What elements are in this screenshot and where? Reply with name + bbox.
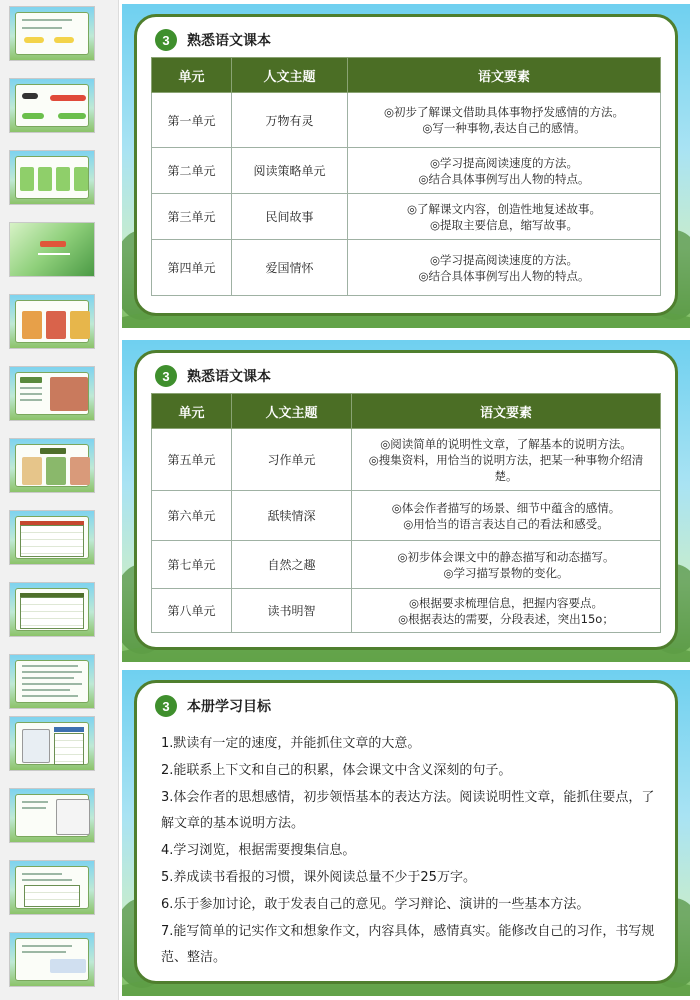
table-row (152, 589, 661, 633)
learning-goal: 7.能写简单的记实作文和想象作文，内容具体，感情真实。能修改自己的习作，书写规范、整洁。 (161, 924, 655, 965)
slide-thumbnail[interactable] (9, 716, 95, 771)
requirements-cell (352, 429, 661, 491)
requirement-line: ◎阅读简单的说明性文章，了解基本的说明方法。 (380, 436, 632, 451)
theme-cell: 自然之趣 (232, 541, 352, 589)
table-row (152, 194, 661, 240)
requirement-line: ◎提取主要信息，缩写故事。 (429, 217, 579, 232)
requirement-line: ◎根据表达的需要，分段表述，突出15o； (398, 611, 614, 626)
slide-thumbnail[interactable] (9, 294, 95, 349)
slide-thumbnail[interactable] (9, 222, 95, 277)
slide-thumbnail[interactable] (9, 78, 95, 133)
requirements-cell (352, 491, 661, 541)
requirement-line: ◎搜集资料，用恰当的说明方法，把某一种事物介绍清楚。 (368, 452, 644, 483)
table-row (152, 148, 661, 194)
slide-thumbnail[interactable] (9, 150, 95, 205)
theme-cell: 读书明智 (232, 589, 352, 633)
table-row (152, 93, 661, 148)
column-header-requirements: 语文要素 (348, 58, 661, 93)
units-table (151, 57, 661, 296)
table-header-row (152, 394, 661, 429)
section-number-badge: 3 (155, 29, 177, 51)
requirements-cell (348, 148, 661, 194)
learning-goal: 2.能联系上下文和自己的积累，体会课文中含义深刻的句子。 (161, 763, 512, 778)
slide-3[interactable] (122, 670, 690, 996)
slide-content-panel (134, 14, 678, 316)
slide-thumbnail[interactable] (9, 510, 95, 565)
unit-cell: 第五单元 (152, 429, 232, 491)
slide-thumbnail[interactable] (9, 654, 95, 709)
slide-thumbnail-panel (0, 0, 119, 1000)
slide-title: 熟悉语文课本 (187, 33, 271, 49)
requirements-cell (352, 589, 661, 633)
theme-cell: 阅读策略单元 (232, 148, 348, 194)
slide-thumbnail[interactable] (9, 860, 95, 915)
theme-cell: 习作单元 (232, 429, 352, 491)
section-number-badge: 3 (155, 365, 177, 387)
requirement-line: ◎了解课文内容，创造性地复述故事。 (406, 201, 602, 216)
unit-cell: 第二单元 (152, 148, 232, 194)
theme-cell: 舐犊情深 (232, 491, 352, 541)
learning-goal: 3.体会作者的思想感情，初步领悟基本的表达方法。阅读说明性文章，能抓住要点，了解文章的基本说明方法。 (161, 790, 655, 831)
table-row (152, 240, 661, 296)
requirements-cell (348, 240, 661, 296)
unit-cell: 第四单元 (152, 240, 232, 296)
theme-cell: 爱国情怀 (232, 240, 348, 296)
theme-cell: 民间故事 (232, 194, 348, 240)
section-number-badge: 3 (155, 695, 177, 717)
slide-thumbnail[interactable] (9, 366, 95, 421)
unit-cell: 第八单元 (152, 589, 232, 633)
learning-goal: 1.默读有一定的速度，并能抓住文章的大意。 (161, 736, 421, 751)
requirement-line: ◎学习提高阅读速度的方法。 (429, 155, 579, 170)
requirement-line: ◎学习提高阅读速度的方法。 (429, 252, 579, 267)
slide-thumbnail[interactable] (9, 788, 95, 843)
table-row (152, 429, 661, 491)
learning-goals-list (161, 731, 659, 972)
requirement-line: ◎体会作者描写的场景、细节中蕴含的感情。 (391, 500, 621, 515)
requirement-line: ◎结合具体事例写出人物的特点。 (418, 268, 590, 283)
slide-thumbnail[interactable] (9, 582, 95, 637)
requirement-line: ◎初步体会课文中的静态描写和动态描写。 (397, 549, 615, 564)
requirement-line: ◎结合具体事例写出人物的特点。 (418, 171, 590, 186)
column-header-requirements: 语文要素 (352, 394, 661, 429)
table-row (152, 491, 661, 541)
requirement-line: ◎初步了解课文借助具体事物抒发感情的方法。 (383, 105, 625, 119)
table-header-row (152, 58, 661, 93)
slide-thumbnail[interactable] (9, 932, 95, 987)
learning-goal: 6.乐于参加讨论，敢于发表自己的意见。学习辩论、演讲的一些基本方法。 (161, 897, 590, 912)
slide-thumbnail[interactable] (9, 6, 95, 61)
slide-thumbnail[interactable] (9, 438, 95, 493)
slide-content-panel (134, 680, 678, 984)
requirement-line: ◎写一种事物,表达自己的感情。 (422, 121, 586, 135)
requirement-line: ◎学习描写景物的变化。 (443, 565, 569, 580)
requirement-line: ◎用恰当的语言表达自己的看法和感受。 (403, 516, 609, 531)
column-header-unit: 单元 (152, 58, 232, 93)
unit-cell: 第三单元 (152, 194, 232, 240)
unit-cell: 第六单元 (152, 491, 232, 541)
requirements-cell (352, 541, 661, 589)
slide-title: 熟悉语文课本 (187, 369, 271, 385)
requirements-cell (348, 93, 661, 148)
column-header-theme: 人文主题 (232, 58, 348, 93)
requirements-cell (348, 194, 661, 240)
learning-goal: 4.学习浏览，根据需要搜集信息。 (161, 843, 356, 858)
slide-2[interactable] (122, 340, 690, 662)
slide-title: 本册学习目标 (187, 699, 271, 715)
learning-goal: 5.养成读书看报的习惯，课外阅读总量不少于25万字。 (161, 870, 476, 885)
requirement-line: ◎根据要求梳理信息，把握内容要点。 (408, 595, 604, 610)
unit-cell: 第一单元 (152, 93, 232, 148)
units-table (151, 393, 661, 633)
slide-1[interactable] (122, 4, 690, 328)
table-row (152, 541, 661, 589)
column-header-theme: 人文主题 (232, 394, 352, 429)
slide-content-panel (134, 350, 678, 650)
unit-cell: 第七单元 (152, 541, 232, 589)
theme-cell: 万物有灵 (232, 93, 348, 148)
column-header-unit: 单元 (152, 394, 232, 429)
